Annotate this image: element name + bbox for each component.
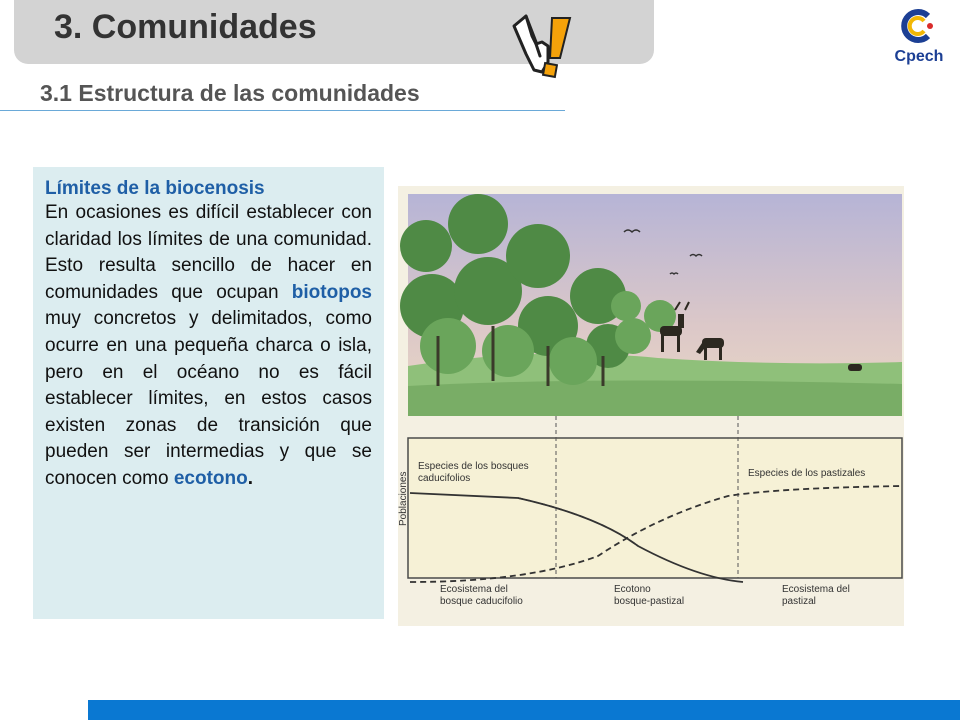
right-species-label: Especies de los pastizales [748, 468, 866, 479]
zone-3-label-1: Ecosistema del [782, 584, 850, 595]
panel-text-3: . [247, 467, 254, 489]
zone-1-label-1: Ecosistema del [440, 584, 508, 595]
cpech-logo-icon [884, 4, 954, 50]
left-species-label-2: caducifolios [418, 473, 471, 484]
zone-2-label-1: Ecotono [614, 584, 651, 595]
bottom-accent-bar [88, 700, 960, 720]
highlight-biotopos: biotopos [291, 281, 372, 303]
hand-exclamation-icon [508, 6, 582, 84]
zone-1-label-2: bosque caducifolio [440, 596, 523, 607]
panel-body [45, 200, 372, 493]
section-subtitle: 3.1 Estructura de las comunidades [40, 80, 420, 106]
left-species-label-1: Especies de los bosques [418, 461, 529, 472]
ecotone-figure [398, 186, 904, 626]
panel-text-1: En ocasiones es difícil establecer con claridad los límites de una comunidad. Esto resulta sencillo de hacer en comunidades que ocupan [45, 202, 372, 303]
subtitle-divider [0, 110, 565, 111]
zone-3-label-2: pastizal [782, 596, 816, 607]
y-axis-label: Poblaciones [398, 471, 409, 526]
page-title: 3. Comunidades [54, 8, 317, 46]
info-panel [33, 167, 384, 619]
panel-text-2: muy concretos y delimitados, como ocurre en una pequeña charca o isla, pero en el océano no es fácil establecer límites, en estos casos existen zonas de transición que pueden ser intermedias y que se conocen como [45, 308, 372, 489]
logo-text: Cpech [894, 48, 944, 65]
population-graph [408, 416, 902, 582]
zone-2-label-2: bosque-pastizal [614, 596, 685, 607]
panel-heading: Límites de la biocenosis [45, 178, 265, 199]
landscape-illustration [400, 194, 902, 416]
cpech-logo [884, 4, 954, 70]
highlight-ecotono: ecotono [173, 467, 248, 489]
